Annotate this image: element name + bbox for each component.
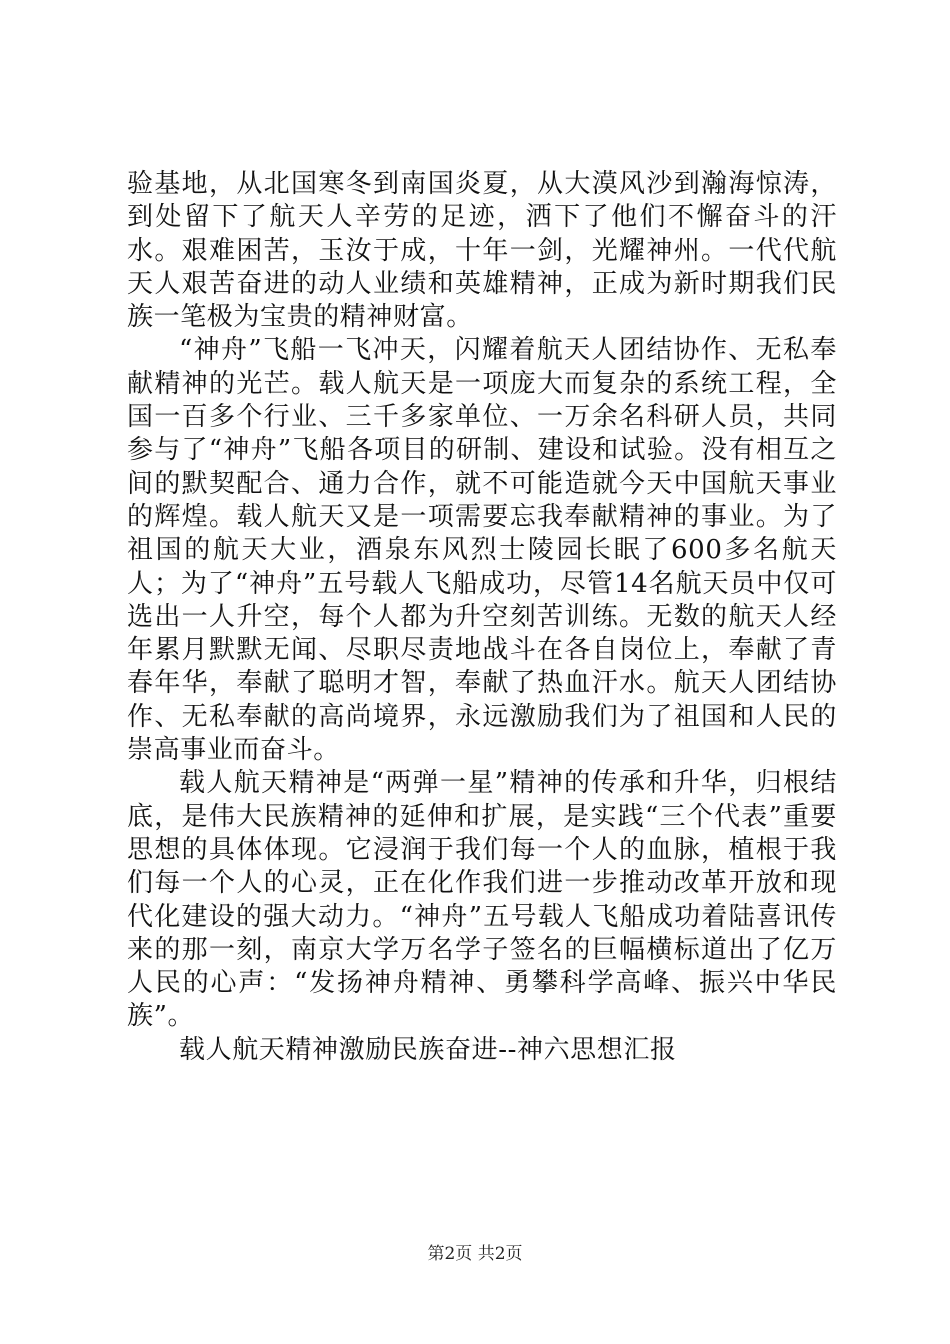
paragraph-continuation: 验基地，从北国寒冬到南国炎夏，从大漠风沙到瀚海惊涛，到处留下了航天人辛劳的足迹，洒下了他们不懈奋斗的汗水。艰难困苦，玉汝于成，十年一剑，光耀神州。一代代航天人艰苦奋进的动人业绩和英雄精神，正成为新时期我们民族一笔极为宝贵的精神财富。 xyxy=(127,169,837,333)
page-footer xyxy=(0,1243,950,1265)
closing-title: 载人航天精神激励民族奋进--神六思想汇报 xyxy=(179,1034,677,1065)
paragraph-teamwork: “神舟”飞船一飞冲天，闪耀着航天人团结协作、无私奉献精神的光芒。载人航天是一项庞大而复杂的系统工程，全国一百多个行业、三千多家单位、一万余名科研人员，共同参与了“神舟”飞船各项目的研制、建设和试验。没有相互之间的默契配合、通力合作，就不可能造就今天中国航天事业的辉煌。载人航天又是一项需要忘我奉献精神的事业。为了祖国的航天大业，酒泉东风烈士陵园长眠了600多名航天人；为了“神舟”五号载人飞船成功，尽管14名航天员中仅可选出一人升空，每个人都为升空刻苦训练。无数的航天人经年累月默默无闻、尽职尽责地战斗在各自岗位上，奉献了青春年华，奉献了聪明才智，奉献了热血汗水。航天人团结协作、无私奉献的高尚境界，永远激励我们为了祖国和人民的崇高事业而奋斗。 xyxy=(127,335,837,766)
paragraph-national-spirit: 载人航天精神是“两弹一星”精神的传承和升华，归根结底，是伟大民族精神的延伸和扩展，是实践“三个代表”重要思想的具体体现。它浸润于我们每一个人的血脉，植根于我们每一个人的心灵，正在化作我们进一步推动改革开放和现代化建设的强大动力。“神舟”五号载人飞船成功着陆喜讯传来的那一刻，南京大学万名学子签名的巨幅横标道出了亿万人民的心声：“发扬神舟精神、勇攀科学高峰、振兴中华民族”。 xyxy=(127,768,837,1032)
page-number-label: 第2页 共2页 xyxy=(427,1244,523,1264)
document-body xyxy=(127,168,837,1067)
